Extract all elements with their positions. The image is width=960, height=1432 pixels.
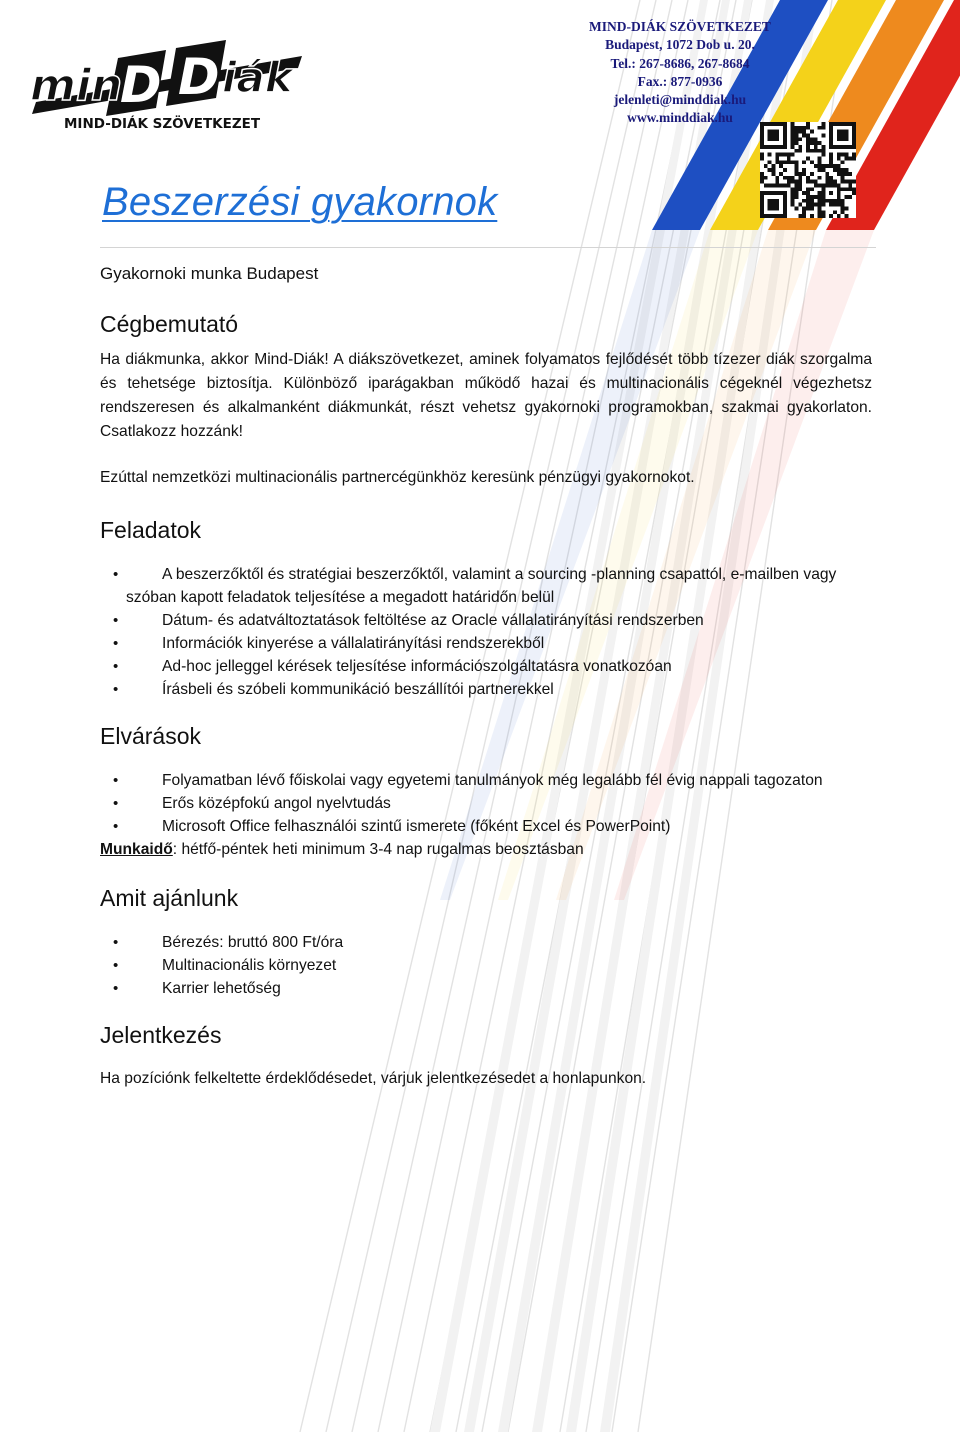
qr-module	[821, 145, 825, 149]
qr-module	[791, 130, 795, 134]
qr-module	[844, 214, 848, 218]
qr-module	[787, 183, 791, 187]
qr-module	[852, 191, 856, 195]
qr-module	[760, 153, 764, 157]
qr-module	[764, 164, 768, 168]
qr-module	[852, 153, 856, 157]
qr-module	[841, 176, 845, 180]
qr-module	[802, 134, 806, 138]
qr-module	[760, 180, 764, 184]
qr-module	[795, 206, 799, 210]
qr-module	[810, 214, 814, 218]
qr-module	[837, 214, 841, 218]
qr-module	[806, 180, 810, 184]
qr-module	[760, 176, 764, 180]
bullet-icon: •	[113, 635, 119, 652]
contact-company: MIND-DIÁK SZÖVETKEZET	[589, 19, 771, 34]
qr-module	[806, 126, 810, 130]
qr-module	[806, 195, 810, 199]
bullet-icon: •	[113, 681, 119, 698]
qr-module	[802, 199, 806, 203]
qr-module	[814, 195, 818, 199]
qr-module	[798, 149, 802, 153]
qr-module	[833, 168, 837, 172]
qr-module	[852, 180, 856, 184]
qr-module	[795, 187, 799, 191]
heading-requirements: Elvárások	[100, 723, 201, 749]
qr-module	[818, 141, 822, 145]
qr-module	[806, 157, 810, 161]
qr-module	[818, 214, 822, 218]
qr-module	[802, 168, 806, 172]
list-item: • Dátum- és adatváltoztatások feltöltése az Oracle vállalatirányítási rendszerben	[100, 609, 872, 632]
qr-module	[818, 191, 822, 195]
qr-module	[795, 160, 799, 164]
qr-module	[844, 180, 848, 184]
qr-module	[833, 203, 837, 207]
qr-module	[821, 164, 825, 168]
qr-module	[795, 141, 799, 145]
qr-module	[775, 153, 779, 157]
qr-module	[795, 134, 799, 138]
bullet-icon: •	[113, 566, 119, 583]
qr-module	[818, 126, 822, 130]
qr-module	[810, 149, 814, 153]
qr-module	[795, 183, 799, 187]
list-item: • Bérezés: bruttó 800 Ft/óra	[100, 931, 872, 954]
qr-module	[841, 203, 845, 207]
qr-module	[821, 153, 825, 157]
qr-module	[772, 183, 776, 187]
qr-module	[795, 180, 799, 184]
logo-text-iak: iák	[222, 53, 293, 102]
qr-module	[829, 214, 833, 218]
offer-list	[100, 931, 872, 1000]
qr-module	[841, 172, 845, 176]
list-item: • Multinacionális környezet	[100, 954, 872, 977]
qr-module	[783, 153, 787, 157]
qr-module	[810, 180, 814, 184]
qr-module	[810, 137, 814, 141]
company-note: Ezúttal nemzetközi multinacionális partnercégünkhöz keresünk pénzügyi gyakornokot.	[100, 469, 695, 486]
qr-module	[852, 157, 856, 161]
contact-email-link[interactable]: jelenleti@minddiak.hu	[613, 92, 747, 108]
qr-module	[806, 149, 810, 153]
qr-module	[818, 195, 822, 199]
contact-block	[560, 18, 800, 128]
qr-module	[841, 168, 845, 172]
qr-module	[818, 160, 822, 164]
qr-module	[818, 157, 822, 161]
qr-module	[772, 164, 776, 168]
qr-module	[829, 203, 833, 207]
qr-module	[844, 153, 848, 157]
qr-module	[787, 180, 791, 184]
qr-module	[791, 160, 795, 164]
qr-module	[806, 191, 810, 195]
qr-module	[814, 203, 818, 207]
qr-module	[787, 160, 791, 164]
logo-text-min: min	[30, 60, 123, 111]
qr-module	[791, 145, 795, 149]
bullet-icon: •	[113, 980, 119, 997]
qr-module	[806, 145, 810, 149]
qr-module	[791, 122, 795, 126]
qr-finder-center	[768, 199, 780, 211]
qr-module	[844, 206, 848, 210]
qr-module	[818, 164, 822, 168]
qr-module	[829, 176, 833, 180]
qr-module	[821, 203, 825, 207]
bullet-icon: •	[113, 772, 119, 789]
qr-module	[806, 203, 810, 207]
qr-module	[806, 134, 810, 138]
qr-module	[791, 141, 795, 145]
qr-module	[779, 183, 783, 187]
qr-module	[798, 214, 802, 218]
bullet-icon: •	[113, 795, 119, 812]
qr-module	[768, 168, 772, 172]
qr-module	[837, 164, 841, 168]
qr-module	[844, 168, 848, 172]
work-time-label: Munkaidő	[100, 841, 173, 858]
qr-module	[833, 164, 837, 168]
qr-module	[844, 187, 848, 191]
qr-module	[810, 172, 814, 176]
qr-module	[810, 187, 814, 191]
qr-module	[787, 176, 791, 180]
bullet-icon: •	[113, 612, 119, 629]
logo-text-d2: D	[178, 48, 220, 106]
qr-module	[814, 180, 818, 184]
qr-module	[829, 160, 833, 164]
minddiak-logo	[26, 30, 312, 134]
qr-module	[841, 206, 845, 210]
qr-module	[806, 187, 810, 191]
qr-module	[772, 168, 776, 172]
qr-module	[821, 122, 825, 126]
qr-module	[818, 203, 822, 207]
qr-module	[810, 203, 814, 207]
qr-module	[810, 141, 814, 145]
qr-module	[841, 180, 845, 184]
qr-module	[837, 172, 841, 176]
qr-module	[821, 214, 825, 218]
qr-module	[810, 195, 814, 199]
qr-module	[818, 149, 822, 153]
qr-module	[837, 157, 841, 161]
qr-align-center	[829, 191, 833, 195]
bullet-icon: •	[113, 934, 119, 951]
qr-module	[787, 157, 791, 161]
heading-offer: Amit ajánlunk	[100, 885, 239, 911]
contact-address: Budapest, 1072 Dob u. 20.	[605, 37, 755, 53]
qr-module	[798, 172, 802, 176]
qr-module	[802, 160, 806, 164]
qr-module	[791, 153, 795, 157]
qr-module	[829, 153, 833, 157]
qr-module	[806, 199, 810, 203]
qr-module	[806, 206, 810, 210]
qr-module	[829, 157, 833, 161]
qr-module	[814, 164, 818, 168]
qr-module	[791, 187, 795, 191]
qr-module	[783, 183, 787, 187]
qr-module	[814, 137, 818, 141]
qr-module	[837, 168, 841, 172]
qr-module	[779, 160, 783, 164]
qr-module	[791, 126, 795, 130]
qr-module	[810, 206, 814, 210]
qr-module	[848, 180, 852, 184]
qr-module	[783, 168, 787, 172]
tasks-list	[100, 563, 872, 701]
qr-module	[806, 122, 810, 126]
qr-module	[810, 160, 814, 164]
qr-module	[833, 210, 837, 214]
qr-module	[825, 164, 829, 168]
company-description: Ha diákmunka, akkor Mind-Diák! A diákszövetkezet, aminek folyamatos fejlődését több tízezer diák szorgalma és tehetsége biztosítja. Különböző iparágakban működő hazai és multinacionális cégeknél végezhetsz rendszeresen és alkalmanként diákmunkát, részt vehetsz gyakornoki programokban, szakmai gyakorlaton. Csatlakozz hozzánk!	[100, 351, 872, 440]
bullet-icon: •	[113, 957, 119, 974]
job-title: Beszerzési gyakornok	[102, 180, 498, 224]
qr-module	[802, 214, 806, 218]
qr-module	[818, 210, 822, 214]
qr-module	[833, 180, 837, 184]
qr-module	[779, 172, 783, 176]
qr-module	[768, 153, 772, 157]
qr-module	[821, 168, 825, 172]
qr-module	[779, 164, 783, 168]
qr-module	[806, 141, 810, 145]
qr-module	[802, 130, 806, 134]
heading-tasks: Feladatok	[100, 517, 202, 543]
qr-module	[821, 149, 825, 153]
qr-module	[841, 160, 845, 164]
qr-module	[848, 157, 852, 161]
qr-module	[802, 126, 806, 130]
qr-module	[821, 134, 825, 138]
qr-module	[795, 195, 799, 199]
qr-module	[818, 168, 822, 172]
qr-code-icon	[760, 122, 856, 218]
qr-module	[772, 172, 776, 176]
qr-module	[814, 145, 818, 149]
qr-finder-center	[768, 130, 780, 142]
list-item: • Erős középfokú angol nyelvtudás	[100, 792, 872, 815]
qr-module	[841, 199, 845, 203]
qr-module	[764, 176, 768, 180]
qr-module	[825, 176, 829, 180]
qr-module	[841, 153, 845, 157]
qr-module	[848, 172, 852, 176]
qr-module	[810, 199, 814, 203]
qr-module	[768, 183, 772, 187]
logo-text-d1: D	[120, 56, 162, 114]
qr-module	[825, 180, 829, 184]
qr-module	[829, 180, 833, 184]
qr-module	[775, 176, 779, 180]
qr-module	[810, 130, 814, 134]
qr-finder-center	[837, 130, 849, 142]
bullet-icon: •	[113, 658, 119, 675]
qr-module	[795, 126, 799, 130]
qr-module	[802, 210, 806, 214]
qr-module	[791, 176, 795, 180]
qr-module	[814, 183, 818, 187]
qr-module	[791, 180, 795, 184]
contact-fax: Fax.: 877-0936	[637, 73, 723, 89]
qr-module	[795, 149, 799, 153]
contact-website-link[interactable]: www.minddiak.hu	[627, 110, 733, 126]
qr-module	[852, 187, 856, 191]
qr-module	[787, 153, 791, 157]
qr-module	[798, 203, 802, 207]
qr-module	[841, 210, 845, 214]
qr-module	[760, 172, 764, 176]
qr-module	[760, 157, 764, 161]
qr-module	[814, 149, 818, 153]
qr-module	[818, 199, 822, 203]
logo-tagline: MIND-DIÁK SZÖVETKEZET	[64, 116, 261, 132]
contact-phone: Tel.: 267-8686, 267-8684	[610, 55, 750, 71]
qr-module	[798, 126, 802, 130]
qr-module	[802, 172, 806, 176]
qr-module	[848, 183, 852, 187]
qr-module	[795, 137, 799, 141]
apply-text: Ha pozíciónk felkeltette érdeklődésedet, várjuk jelentkezésedet a honlapunkon.	[100, 1070, 647, 1087]
qr-module	[798, 187, 802, 191]
work-time	[100, 838, 872, 861]
qr-module	[814, 141, 818, 145]
qr-module	[802, 206, 806, 210]
job-subtitle: Gyakornoki munka Budapest	[100, 264, 319, 283]
qr-module	[795, 191, 799, 195]
qr-module	[791, 195, 795, 199]
qr-module	[802, 191, 806, 195]
requirements-list	[100, 769, 872, 838]
qr-module	[791, 134, 795, 138]
qr-module	[848, 187, 852, 191]
qr-module	[798, 130, 802, 134]
list-item: • A beszerzőktől és stratégiai beszerzőktől, valamint a sourcing -planning csapattól, e-mailben vagy szóban kapott feladatok teljesítése a megadott határidőn belül	[100, 563, 872, 609]
qr-module	[798, 180, 802, 184]
qr-module	[818, 206, 822, 210]
qr-module	[798, 137, 802, 141]
job-description	[100, 262, 872, 1091]
qr-module	[795, 164, 799, 168]
qr-module	[829, 164, 833, 168]
qr-module	[791, 199, 795, 203]
list-item: • Microsoft Office felhasználói szintű ismerete (főként Excel és PowerPoint)	[100, 815, 872, 838]
qr-module	[791, 191, 795, 195]
qr-module	[775, 157, 779, 161]
qr-module	[818, 183, 822, 187]
work-time-value: : hétfő-péntek heti minimum 3-4 nap rugalmas beosztásban	[172, 841, 584, 858]
qr-module	[818, 176, 822, 180]
list-item: • Karrier lehetőség	[100, 977, 872, 1000]
qr-module	[821, 126, 825, 130]
qr-module	[837, 153, 841, 157]
qr-module	[795, 130, 799, 134]
qr-module	[821, 210, 825, 214]
qr-module	[775, 183, 779, 187]
qr-module	[768, 160, 772, 164]
qr-module	[844, 195, 848, 199]
qr-module	[775, 180, 779, 184]
qr-module	[779, 153, 783, 157]
qr-module	[837, 203, 841, 207]
title-divider	[100, 247, 876, 248]
qr-module	[841, 187, 845, 191]
qr-module	[848, 195, 852, 199]
qr-module	[798, 183, 802, 187]
heading-apply: Jelentkezés	[100, 1022, 222, 1048]
heading-company: Cégbemutató	[100, 311, 239, 337]
qr-module	[844, 172, 848, 176]
qr-module	[795, 172, 799, 176]
qr-module	[783, 176, 787, 180]
qr-module	[825, 172, 829, 176]
qr-module	[806, 137, 810, 141]
qr-module	[791, 137, 795, 141]
qr-module	[844, 157, 848, 161]
qr-module	[775, 160, 779, 164]
qr-module	[798, 176, 802, 180]
list-item: • Információk kinyerése a vállalatirányítási rendszerekből	[100, 632, 872, 655]
qr-module	[806, 176, 810, 180]
list-item: • Írásbeli és szóbeli kommunikáció beszállítói partnerekkel	[100, 678, 872, 701]
qr-module	[783, 160, 787, 164]
bullet-icon: •	[113, 818, 119, 835]
list-item: • Folyamatban lévő főiskolai vagy egyetemi tanulmányok még legalább fél évig nappali tagozaton	[100, 769, 872, 792]
list-item: • Ad-hoc jelleggel kérések teljesítése információszolgáltatásra vonatkozóan	[100, 655, 872, 678]
qr-module	[791, 203, 795, 207]
qr-module	[764, 183, 768, 187]
qr-module	[795, 168, 799, 172]
qr-module	[798, 145, 802, 149]
